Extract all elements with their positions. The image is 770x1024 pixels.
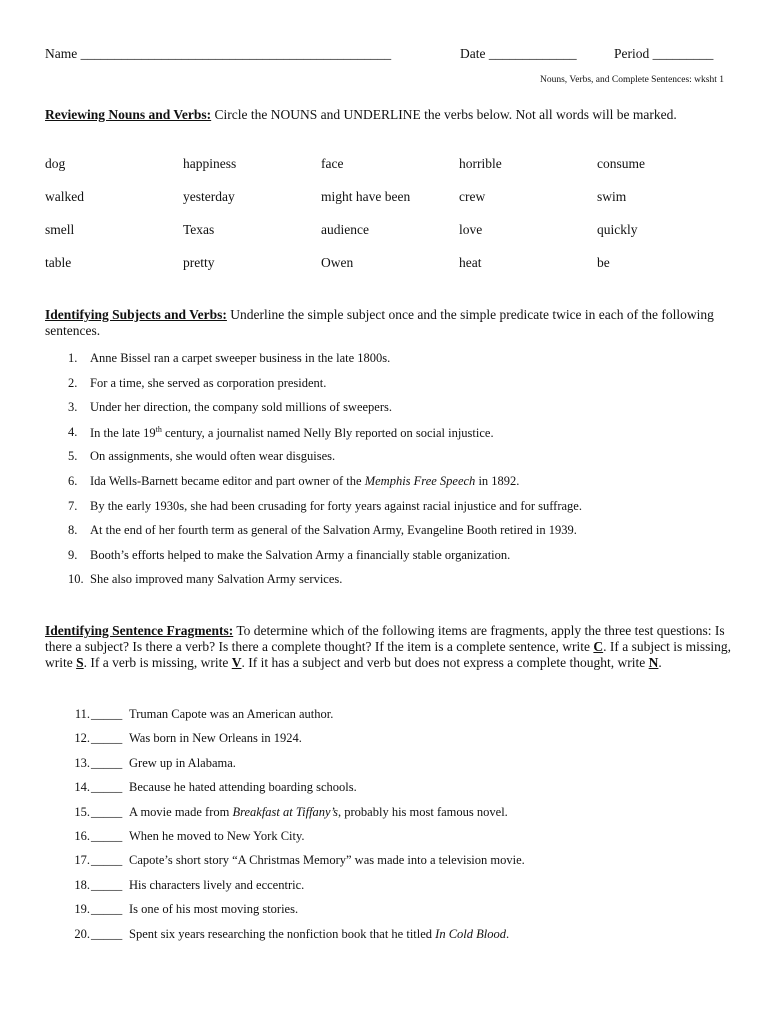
- answer-blank[interactable]: _____: [91, 707, 123, 721]
- item-number: 9.: [68, 547, 78, 562]
- list-item: [68, 927, 525, 951]
- name-line[interactable]: ______________________________________________: [80, 46, 392, 61]
- item-text[interactable]: She also improved many Salvation Army services.: [90, 572, 343, 587]
- list-item: [68, 474, 582, 499]
- list-item: [68, 449, 582, 474]
- period-line[interactable]: _________: [652, 46, 714, 61]
- word-row: [45, 189, 735, 222]
- list-item: [68, 400, 582, 425]
- list-item: [68, 376, 582, 401]
- list-item: [68, 351, 582, 376]
- item-text: Because he hated attending boarding schools.: [129, 780, 357, 795]
- item-number: 11.: [74, 707, 90, 721]
- item-number: 16.: [74, 828, 90, 843]
- item-number: 8.: [68, 523, 78, 538]
- instructions-part: . If it has a subject and verb but does not express a complete thought, write: [241, 655, 649, 670]
- period-field[interactable]: [614, 46, 713, 62]
- answer-blank[interactable]: _____: [91, 828, 123, 843]
- list-item: [68, 425, 582, 450]
- word-cell[interactable]: heat: [459, 255, 482, 270]
- item-text: [129, 927, 509, 951]
- item-number: 4.: [68, 424, 78, 439]
- item-text[interactable]: Under her direction, the company sold millions of sweepers.: [90, 400, 393, 415]
- item-text: Was born in New Orleans in 1924.: [129, 731, 302, 746]
- answer-blank[interactable]: _____: [91, 877, 123, 892]
- text-part: A movie made from: [129, 804, 233, 819]
- word-cell[interactable]: crew: [459, 189, 486, 204]
- list-item: [68, 731, 525, 755]
- code-v: V: [231, 655, 242, 670]
- item-text[interactable]: For a time, she served as corporation president.: [90, 375, 327, 390]
- section2-title: Identifying Subjects and Verbs:: [45, 307, 227, 322]
- list-item: [68, 756, 525, 780]
- list-item: [68, 548, 582, 573]
- word-cell[interactable]: Texas: [183, 222, 215, 237]
- word-row: [45, 222, 735, 255]
- word-cell[interactable]: table: [45, 255, 72, 270]
- text-part: century, a journalist named Nelly Bly reported on social injustice.: [161, 425, 494, 440]
- item-number: 18.: [74, 877, 90, 892]
- word-cell[interactable]: pretty: [183, 255, 215, 270]
- answer-blank[interactable]: _____: [91, 780, 123, 795]
- item-text: Grew up in Alabama.: [129, 755, 236, 770]
- word-cell[interactable]: walked: [45, 189, 84, 204]
- item-number: 6.: [68, 473, 78, 488]
- code-n: N: [648, 655, 659, 670]
- answer-blank[interactable]: _____: [91, 902, 123, 917]
- word-cell[interactable]: smell: [45, 222, 75, 237]
- word-cell[interactable]: face: [321, 156, 344, 171]
- word-cell[interactable]: horrible: [459, 156, 502, 171]
- list-item: [68, 572, 582, 597]
- italic-title: In Cold Blood: [435, 926, 507, 941]
- text-part: Ida Wells-Barnett became editor and part owner of the: [90, 473, 365, 488]
- date-field[interactable]: [460, 46, 577, 62]
- text-part: Spent six years researching the nonfiction book that he titled: [129, 926, 436, 941]
- item-number: 19.: [74, 902, 90, 917]
- item-text[interactable]: Booth’s efforts helped to make the Salvation Army a financially stable organization.: [90, 547, 511, 562]
- word-cell[interactable]: swim: [597, 189, 627, 204]
- name-label: Name: [45, 46, 78, 61]
- list-item: [68, 853, 525, 877]
- instructions-part: . If a verb is missing, write: [83, 655, 232, 670]
- italic-title: Breakfast at Tiffany’s: [232, 804, 339, 819]
- item-number: 7.: [68, 498, 78, 513]
- word-cell[interactable]: be: [597, 255, 610, 270]
- code-s: S: [76, 655, 84, 670]
- text-part: In the late 19: [90, 425, 156, 440]
- word-cell[interactable]: quickly: [597, 222, 638, 237]
- item-number: 14.: [74, 780, 90, 795]
- item-text[interactable]: Anne Bissel ran a carpet sweeper business in the late 1800s.: [90, 351, 391, 365]
- section2-instructions: Underline the simple subject once and the simple predicate twice in each of the following sentences.: [45, 307, 714, 338]
- item-number: 5.: [68, 449, 78, 464]
- list-item: [68, 878, 525, 902]
- answer-blank[interactable]: _____: [91, 804, 123, 819]
- date-line[interactable]: _____________: [488, 46, 577, 61]
- text-part: in 1892.: [475, 473, 520, 488]
- word-cell[interactable]: yesterday: [183, 189, 235, 204]
- item-number: 10.: [68, 572, 84, 587]
- item-number: 12.: [74, 731, 90, 746]
- worksheet-subtitle: Nouns, Verbs, and Complete Sentences: wksht 1: [540, 75, 724, 85]
- answer-blank[interactable]: _____: [91, 853, 123, 868]
- word-cell[interactable]: happiness: [183, 156, 237, 171]
- item-number: 2.: [68, 375, 78, 390]
- word-cell[interactable]: Owen: [321, 255, 354, 270]
- section3-heading: [45, 623, 735, 671]
- item-text: When he moved to New York City.: [129, 828, 305, 843]
- date-label: Date: [460, 46, 486, 61]
- item-text[interactable]: On assignments, she would often wear disguises.: [90, 449, 336, 464]
- item-text: [129, 805, 508, 829]
- fragment-list: [68, 707, 525, 951]
- word-cell[interactable]: consume: [597, 156, 645, 171]
- instructions-part: . If a subject is missing, write: [45, 639, 732, 670]
- list-item: [68, 780, 525, 804]
- word-grid: [45, 156, 735, 288]
- italic-title: Memphis Free Speech: [364, 473, 476, 488]
- word-cell[interactable]: might have been: [321, 189, 411, 204]
- instructions-part: .: [658, 655, 662, 670]
- name-field[interactable]: [45, 46, 391, 62]
- word-cell[interactable]: dog: [45, 156, 66, 171]
- answer-blank[interactable]: _____: [91, 926, 123, 941]
- text-part: .: [506, 926, 510, 941]
- answer-blank[interactable]: _____: [91, 731, 123, 746]
- item-number: 1.: [68, 351, 78, 365]
- sentence-list: [68, 351, 582, 597]
- item-text[interactable]: At the end of her fourth term as general of the Salvation Army, Evangeline Booth retired in 1939.: [90, 523, 577, 538]
- word-cell[interactable]: love: [459, 222, 483, 237]
- section1-heading: [45, 107, 735, 123]
- word-row: [45, 156, 735, 189]
- item-number: 13.: [74, 755, 90, 770]
- item-text: His characters lively and eccentric.: [129, 877, 305, 892]
- list-item: [68, 902, 525, 926]
- list-item: [68, 523, 582, 548]
- superscript: th: [155, 424, 162, 434]
- item-number: 3.: [68, 400, 78, 415]
- answer-blank[interactable]: _____: [91, 755, 123, 770]
- section2-heading: [45, 307, 735, 339]
- item-number: 17.: [74, 853, 90, 868]
- item-text: Truman Capote was an American author.: [129, 707, 334, 721]
- list-item: [68, 707, 525, 731]
- list-item: [68, 829, 525, 853]
- word-row: [45, 255, 735, 288]
- item-number: 20.: [74, 926, 90, 941]
- list-item: [68, 805, 525, 829]
- text-part: , probably his most famous novel.: [338, 804, 508, 819]
- item-text: Capote’s short story “A Christmas Memory” was made into a television movie.: [129, 853, 525, 868]
- section1-instructions: Circle the NOUNS and UNDERLINE the verbs below. Not all words will be marked.: [211, 107, 677, 122]
- item-text: Is one of his most moving stories.: [129, 902, 299, 917]
- item-text[interactable]: [90, 425, 494, 450]
- section1-title: Reviewing Nouns and Verbs:: [45, 107, 212, 122]
- period-label: Period: [614, 46, 650, 61]
- word-cell[interactable]: audience: [321, 222, 369, 237]
- code-c: C: [593, 639, 604, 654]
- item-text[interactable]: [90, 474, 519, 499]
- section3-title: Identifying Sentence Fragments:: [45, 623, 234, 638]
- section3-instructions: To determine which of the following items are fragments, apply the three test questions: Is there a subject? Is there a verb? Is there a complete thought? If the item is a complete sentence, write: [45, 623, 725, 654]
- list-item: [68, 499, 582, 524]
- item-text[interactable]: By the early 1930s, she had been crusading for forty years against racial injustice and for suffrage.: [90, 498, 582, 513]
- item-number: 15.: [74, 804, 90, 819]
